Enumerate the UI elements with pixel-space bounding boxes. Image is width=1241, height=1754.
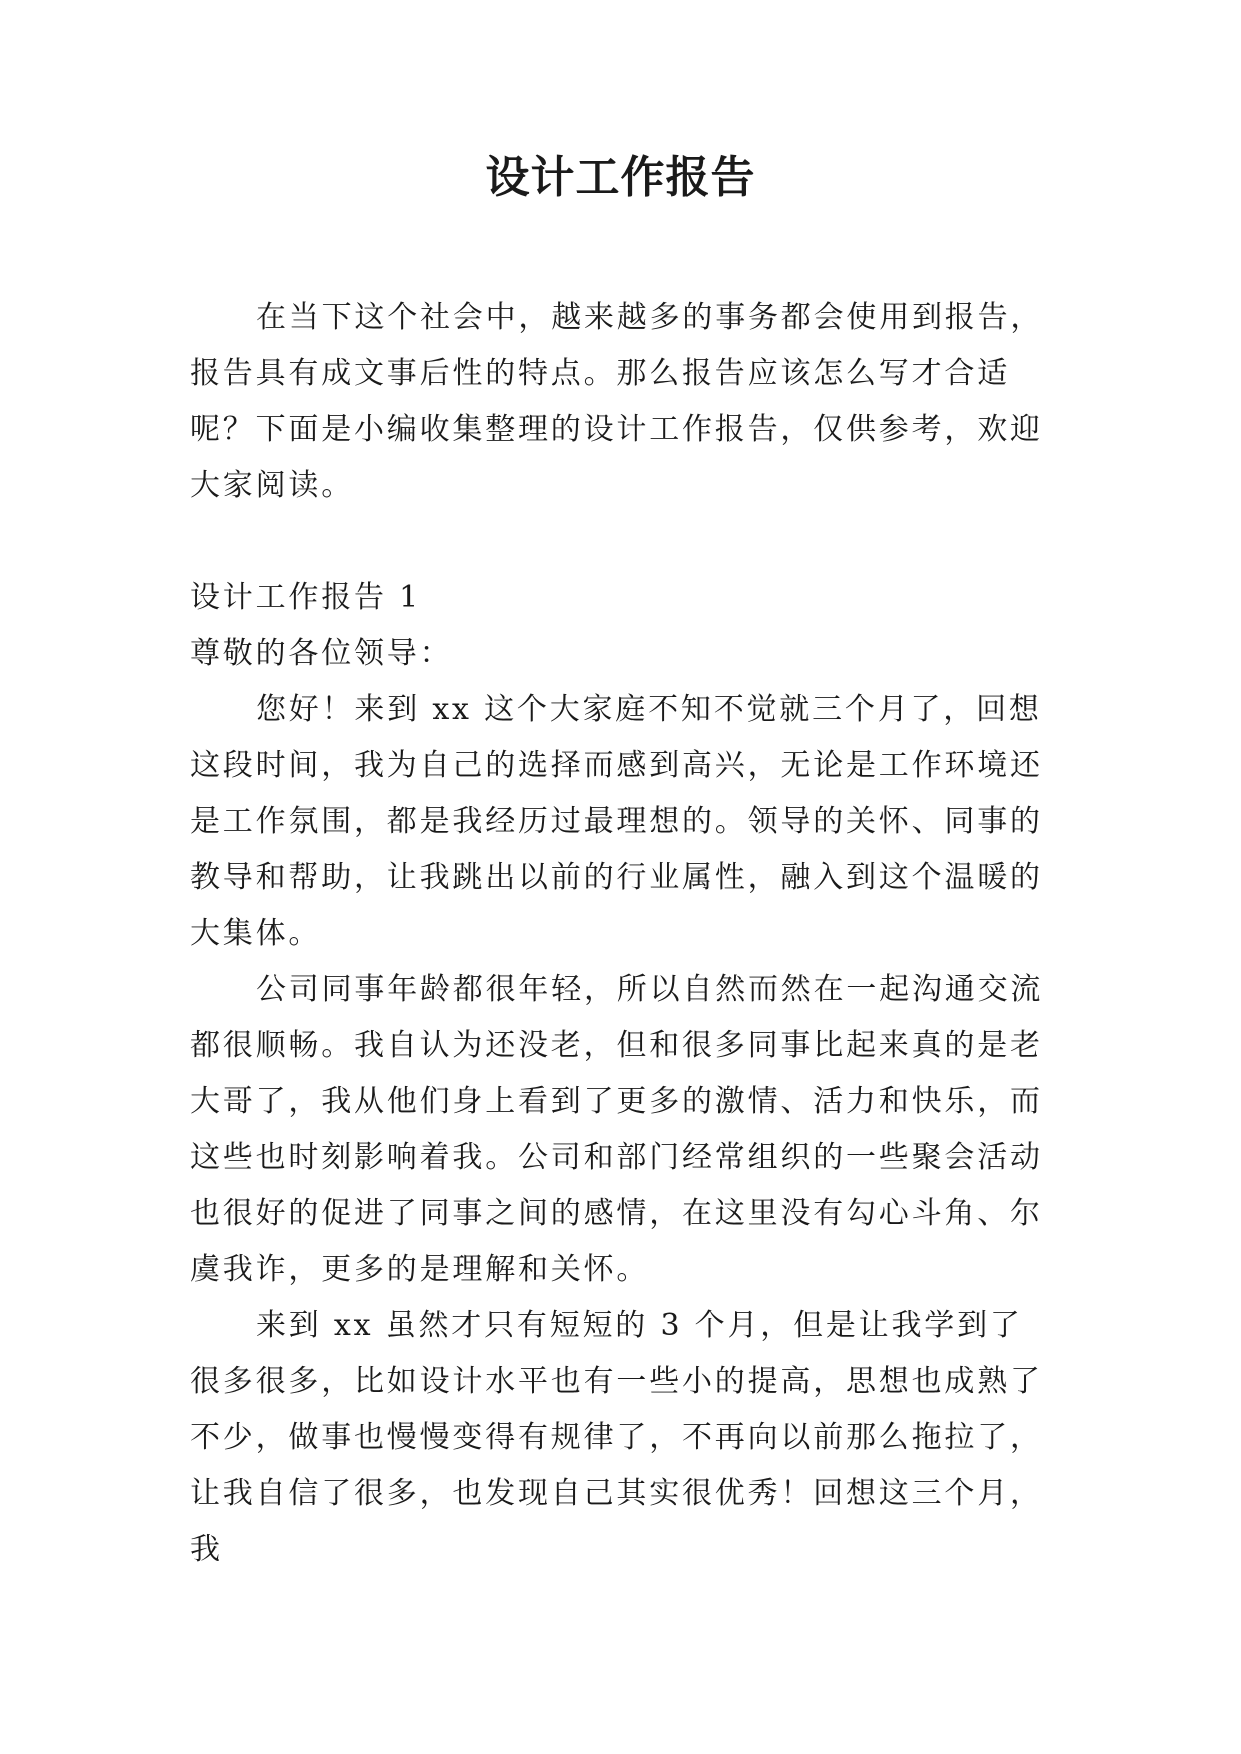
body-paragraph-1: 您好！来到 xx 这个大家庭不知不觉就三个月了，回想这段时间，我为自己的选择而感到高兴，无论是工作环境还是工作氛围，都是我经历过最理想的。领导的关怀、同事的教导和帮助，让我跳出以前的行业属性，融入到这个温暖的大集体。 <box>190 692 1043 951</box>
paragraph-spacer <box>190 514 1050 570</box>
document-body <box>190 290 1050 1578</box>
body-paragraph-3: 来到 xx 虽然才只有短短的 3 个月，但是让我学到了很多很多，比如设计水平也有一些小的提高，思想也成熟了不少，做事也慢慢变得有规律了，不再向以前那么拖拉了，让我自信了很多，也发现自己其实很优秀！回想这三个月，我 <box>190 1308 1043 1567</box>
body-paragraph-2: 公司同事年龄都很年轻，所以自然而然在一起沟通交流都很顺畅。我自认为还没老，但和很多同事比起来真的是老大哥了，我从他们身上看到了更多的激情、活力和快乐，而这些也时刻影响着我。公司和部门经常组织的一些聚会活动也很好的促进了同事之间的感情，在这里没有勾心斗角、尔虞我诈，更多的是理解和关怀。 <box>190 972 1044 1287</box>
section-heading: 设计工作报告 1 <box>190 580 422 615</box>
salutation: 尊敬的各位领导： <box>190 636 453 671</box>
intro-paragraph: 在当下这个社会中，越来越多的事务都会使用到报告，报告具有成文事后性的特点。那么报告应该怎么写才合适呢？下面是小编收集整理的设计工作报告，仅供参考，欢迎大家阅读。 <box>190 300 1044 503</box>
document-title: 设计工作报告 <box>485 152 756 203</box>
